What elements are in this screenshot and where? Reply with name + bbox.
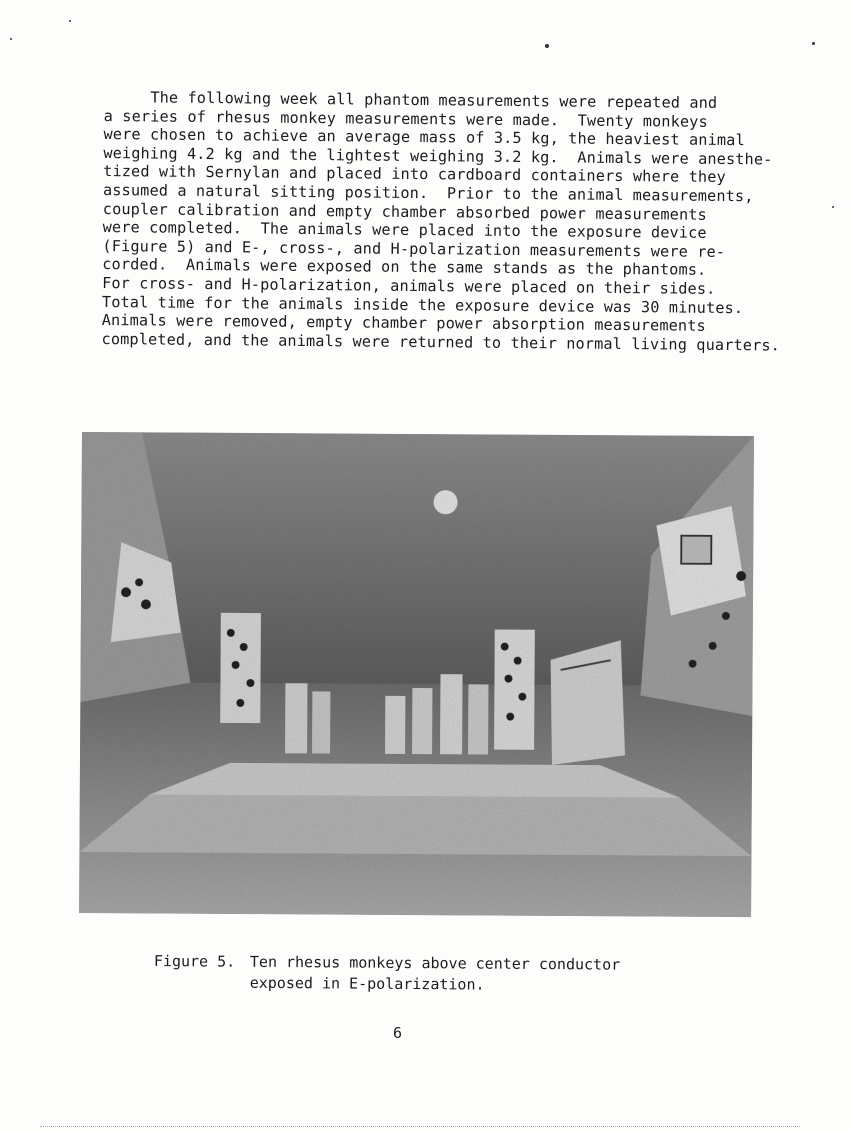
paragraph-line: a series of rhesus monkey measurements were made. Twenty monkeys: [103, 106, 708, 131]
figure-label: Figure 5.: [153, 951, 236, 971]
paragraph-line: completed, and the animals were returned to their normal living quarters.: [101, 329, 781, 355]
paragraph-line: tized with Sernylan and placed into cardboard containers where they: [103, 162, 726, 187]
paragraph-line: assumed a natural sitting position. Prior to the animal measurements,: [102, 180, 754, 206]
scan-speck: [69, 20, 71, 22]
scan-speck: [832, 206, 834, 208]
scan-edge-bottom: [40, 1126, 800, 1127]
paragraph-line: were completed. The animals were placed into the exposure device: [102, 218, 707, 242]
figure-caption: [154, 951, 674, 997]
paragraph-line: coupler calibration and empty chamber absorbed power measurements: [102, 199, 707, 224]
photo-illustration: [79, 432, 754, 917]
paragraph-line: corded. Animals were exposed on the same stands as the phantoms.: [102, 255, 707, 280]
scan-speck: [812, 42, 815, 45]
paragraph-line: Animals were removed, empty chamber power absorption measurements: [101, 311, 706, 335]
scan-speck: [545, 44, 549, 48]
paragraph-line: The following week all phantom measurements were repeated and: [103, 88, 718, 112]
paragraph-line: Total time for the animals inside the exposure device was 30 minutes.: [101, 292, 744, 317]
paragraph-line: were chosen to achieve an average mass of 3.5 kg, the heaviest animal: [103, 125, 745, 150]
paragraph-line: For cross- and H-polarization, animals were placed on their sides.: [102, 273, 716, 298]
caption-text: [250, 952, 650, 997]
caption-line-1: Ten rhesus monkeys above center conductor: [249, 952, 621, 974]
caption-line-2: exposed in E-polarization.: [249, 973, 485, 994]
page-number: 6: [393, 1024, 403, 1042]
figure-photo: [79, 432, 754, 917]
paragraph-line: weighing 4.2 kg and the lightest weighing 3.2 kg. Animals were anesthe-: [103, 143, 773, 169]
paragraph-line: (Figure 5) and E-, cross-, and H-polarization measurements were re-: [102, 236, 726, 261]
scan-speck: [10, 38, 12, 40]
body-paragraph: [101, 88, 781, 355]
